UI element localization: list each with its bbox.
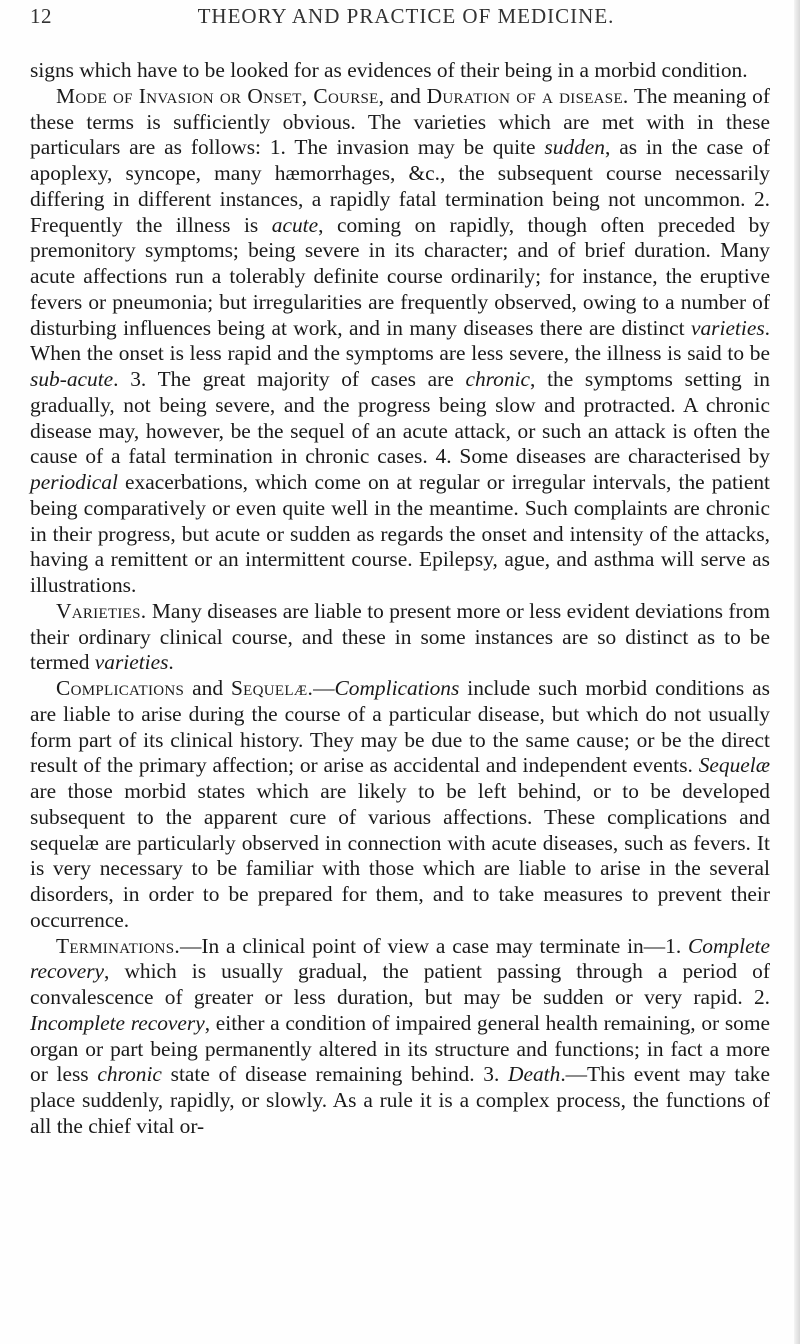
italic-run: sudden (544, 135, 605, 160)
italic-run: periodical (30, 470, 118, 494)
text-run: , the symptoms setting in gradually, not being severe, and the progress being slow and protracted. A chronic disease may, however, be the sequel of an acute attack, or such an attack is often the cause of a fatal termination in chronic cases. 4. Some diseases are characterised by (30, 367, 770, 469)
italic-run: Death (508, 1062, 561, 1087)
body-text (30, 58, 770, 1140)
text-run: —In a clinical point of view a case may terminate in—1. (179, 933, 689, 958)
section-heading: Complications (56, 676, 185, 700)
text-run: . When the onset is less rapid and the symptoms are less severe, the illness is said to be (30, 315, 770, 366)
text-run: Many diseases are liable to present more or less evident deviations from their ordinary clinical course, and these in some instances are so distinct as to be termed (30, 598, 770, 675)
text-run: , as in the case of apoplexy, syncope, many hæmorrhages, &c., the subsequent course necessarily differing in different instances, a rapidly fatal termination being not uncommon. 2. Frequently the illness is (30, 135, 770, 237)
page-number: 12 (30, 4, 52, 28)
section-heading: Mode of Invasion or Onset, Course, (56, 83, 385, 108)
italic-run: Complications (334, 676, 460, 700)
paragraph-terminations (30, 934, 770, 1140)
section-heading: Duration of a disease. (426, 83, 629, 108)
italic-run: varieties (690, 315, 765, 340)
italic-run: Incomplete recovery (30, 1010, 205, 1035)
section-heading: Terminations. (56, 933, 180, 958)
text-run: and (184, 676, 231, 700)
text-run: signs which have to be looked for as evidences of their being in a morbid condition. (30, 58, 748, 82)
text-run: are those morbid states which are likely to be left behind, or to be developed subsequent to the apparent cure of various affections. These complications and sequelæ are particularly observed in connection with acute diseases, such as fevers. It is very necessary to be familiar with those which are liable to arise in the several disorders, in order to be prepared for them, and to take measures to prevent their occurrence. (30, 779, 770, 932)
paragraph-mode-of-invasion (30, 84, 770, 599)
running-title: THEORY AND PRACTICE OF MEDICINE. (197, 4, 615, 28)
running-head (30, 4, 770, 44)
text-run: — (313, 676, 335, 700)
text-run: exacerbations, which come on at regular or irregular intervals, the patient being comparatively or even quite well in the meantime. Such complaints are chronic in their progress, but acute or sudden as regards the onset and intensity of the attacks, having a remittent or an intermittent course. Epilepsy, ague, and asthma will serve as illustrations. (30, 470, 770, 597)
text-run: include such morbid conditions as are liable to arise during the course of a particular disease, but which do not usually form part of its clinical history. They may be due to the same cause; or be the direct result of the primary affection; or arise as accidental and independent events. (30, 676, 770, 778)
text-run: state of disease remaining behind. 3. (161, 1062, 509, 1087)
italic-run: Complete recovery (30, 933, 770, 984)
section-heading: Varieties. (56, 598, 147, 623)
text-run: . 3. The great majority of cases are (113, 367, 466, 391)
italic-run: sub-acute (30, 367, 114, 391)
italic-run: varieties (94, 650, 169, 675)
italic-run: acute (271, 212, 319, 237)
text-run: , coming on rapidly, though often preceded by premonitory symptoms; being severe in its character; and of brief duration. Many acute affections run a tolerably definite course ordinarily; for instance, the eruptive fevers or pneumonia; but irregularities are frequently observed, owing to a number of disturbing influences being at work, and in many diseases there are distinct (30, 212, 771, 340)
page-edge (794, 0, 800, 1344)
paragraph-continuation (30, 58, 770, 84)
text-run: , either a condition of impaired general health remaining, or some organ or part being permanently altered in its structure and functions; in fact a more or less (30, 1010, 770, 1087)
paragraph-complications (30, 676, 770, 934)
text-run: . (168, 650, 174, 675)
italic-run: chronic (465, 367, 531, 391)
italic-run: chronic (97, 1062, 162, 1087)
text-run: The meaning of these terms is sufficiently obvious. The varieties which are met with in these particulars are as follows: 1. The invasion may be quite (30, 83, 770, 160)
italic-run: Sequelæ (698, 753, 770, 778)
text-run: , which is usually gradual, the patient passing through a period of convalescence of greater or less duration, but may be sudden or very rapid. 2. (30, 959, 770, 1009)
paragraph-varieties (30, 599, 770, 676)
text-run: .—This event may take place suddenly, rapidly, or slowly. As a rule it is a complex process, the functions of all the chief vital or- (30, 1062, 770, 1138)
text-run: and (384, 83, 427, 108)
section-heading: Sequelæ. (230, 676, 314, 700)
